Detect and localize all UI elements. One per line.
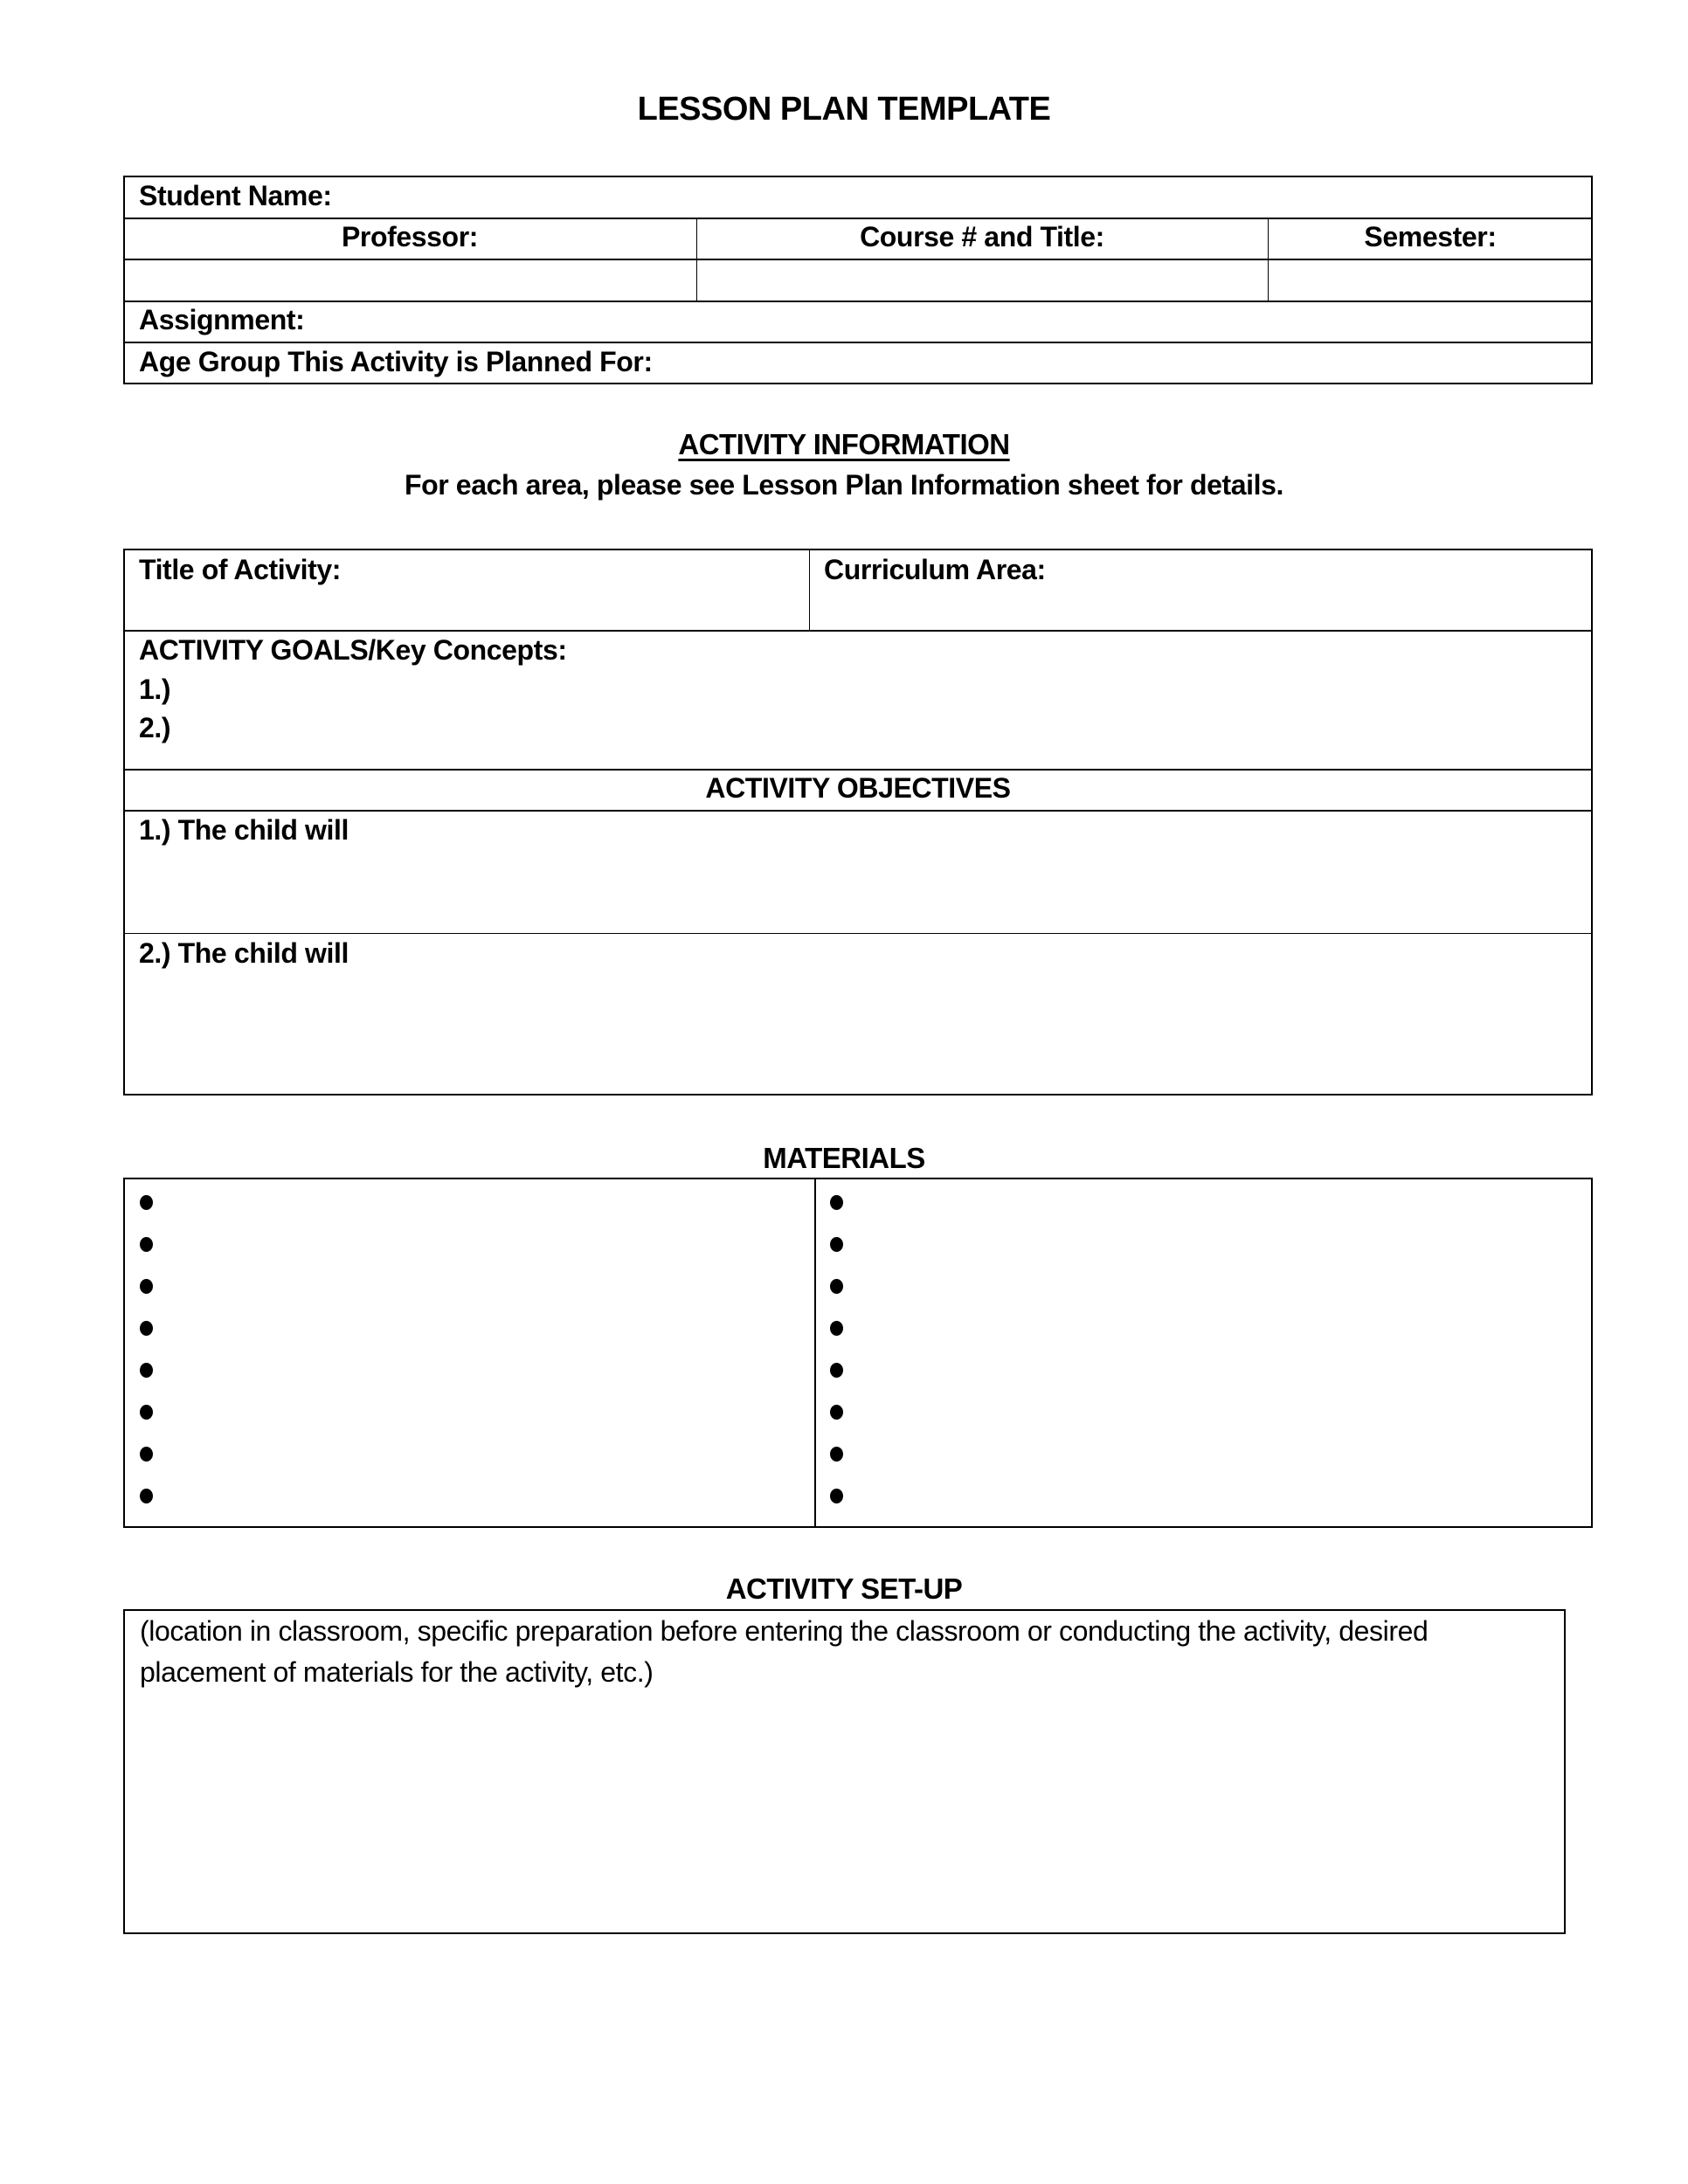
objective-cell[interactable]: [123, 933, 1593, 1095]
activity-setup-hint: (location in classroom, specific preparation before entering the classroom or conducting the activity, desired placement of materials for the activity, etc.): [140, 1615, 1429, 1688]
activity-table: [123, 549, 1593, 1095]
material-item[interactable]: [123, 1312, 814, 1352]
objective-label: 2.) The child will: [139, 937, 349, 969]
material-item[interactable]: [123, 1270, 814, 1310]
material-item[interactable]: [814, 1480, 1593, 1520]
bullet-icon: [830, 1321, 843, 1336]
goal-item: 1.): [139, 674, 171, 705]
materials-table: [123, 1178, 1593, 1528]
objective-cell[interactable]: [123, 810, 1593, 933]
activity-objectives-heading: ACTIVITY OBJECTIVES: [705, 772, 1011, 804]
bullet-icon: [830, 1363, 843, 1378]
bullet-icon: [830, 1237, 843, 1252]
activity-goals-label: ACTIVITY GOALS/Key Concepts:: [139, 634, 567, 666]
materials-heading: MATERIALS: [763, 1142, 925, 1174]
age-group-row[interactable]: [123, 342, 1593, 384]
material-item[interactable]: [814, 1396, 1593, 1436]
bullet-icon: [140, 1195, 153, 1210]
material-item[interactable]: [123, 1396, 814, 1436]
header-table: [123, 176, 1593, 384]
material-item[interactable]: [814, 1312, 1593, 1352]
document-title: LESSON PLAN TEMPLATE: [637, 91, 1051, 128]
course-title-label: Course # and Title:: [860, 221, 1104, 252]
activity-information-instructions: For each area, please see Lesson Plan Information sheet for details.: [404, 469, 1284, 501]
materials-left-list: [123, 1178, 814, 1528]
bullet-icon: [140, 1237, 153, 1252]
bullet-icon: [140, 1405, 153, 1420]
row-divider: [123, 769, 1593, 771]
semester-label: Semester:: [1364, 221, 1497, 252]
activity-setup-box[interactable]: [123, 1609, 1566, 1934]
bullet-icon: [830, 1195, 843, 1210]
activity-setup-heading: ACTIVITY SET-UP: [725, 1572, 963, 1605]
title-of-activity-label: Title of Activity:: [139, 554, 342, 585]
course-title-field[interactable]: [700, 263, 1266, 298]
student-name-row[interactable]: [123, 176, 1593, 218]
material-item[interactable]: [123, 1438, 814, 1478]
materials-right-list: [814, 1178, 1593, 1528]
bullet-icon: [830, 1405, 843, 1420]
bullet-icon: [830, 1279, 843, 1294]
semester-field[interactable]: [1271, 263, 1591, 298]
bullet-icon: [830, 1489, 843, 1503]
bullet-icon: [140, 1489, 153, 1503]
curriculum-area-label: Curriculum Area:: [824, 554, 1046, 585]
title-of-activity-cell[interactable]: [123, 549, 809, 630]
student-name-label: Student Name:: [139, 180, 332, 211]
age-group-label: Age Group This Activity is Planned For:: [139, 346, 653, 377]
goal-item: 2.): [139, 712, 171, 743]
material-item[interactable]: [123, 1354, 814, 1394]
bullet-icon: [830, 1447, 843, 1462]
material-item[interactable]: [814, 1354, 1593, 1394]
bullet-icon: [140, 1363, 153, 1378]
activity-information-heading: ACTIVITY INFORMATION: [678, 428, 1010, 460]
material-item[interactable]: [123, 1186, 814, 1227]
assignment-row[interactable]: [123, 301, 1593, 342]
professor-label: Professor:: [341, 221, 479, 252]
bullet-icon: [140, 1447, 153, 1462]
material-item[interactable]: [123, 1480, 814, 1520]
curriculum-area-cell[interactable]: [809, 549, 1593, 630]
assignment-label: Assignment:: [139, 304, 305, 335]
material-item[interactable]: [814, 1270, 1593, 1310]
material-item[interactable]: [123, 1228, 814, 1268]
objective-label: 1.) The child will: [139, 814, 349, 846]
bullet-icon: [140, 1321, 153, 1336]
material-item[interactable]: [814, 1186, 1593, 1227]
activity-goals-cell[interactable]: [123, 630, 1593, 769]
row-divider: [123, 259, 1593, 260]
bullet-icon: [140, 1279, 153, 1294]
material-item[interactable]: [814, 1228, 1593, 1268]
row-divider: [123, 218, 1593, 219]
material-item[interactable]: [814, 1438, 1593, 1478]
professor-field[interactable]: [127, 263, 695, 298]
